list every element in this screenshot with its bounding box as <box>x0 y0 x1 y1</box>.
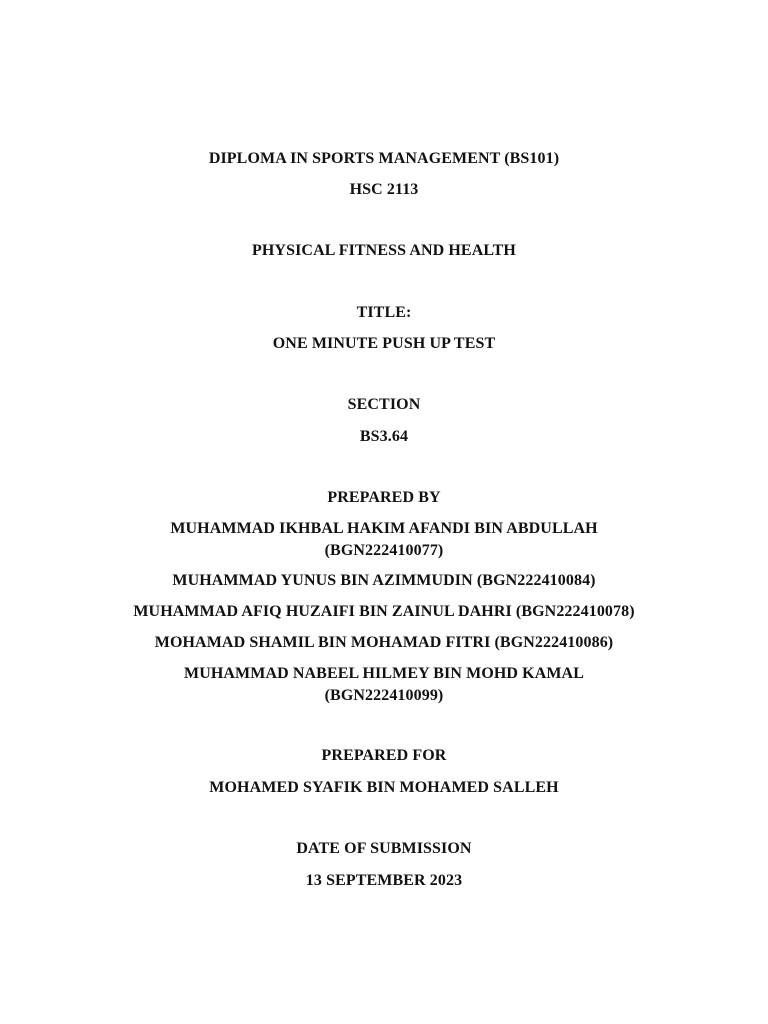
report-title: ONE MINUTE PUSH UP TEST <box>272 335 496 352</box>
prepared-for-label: PREPARED FOR <box>321 747 447 764</box>
member-name-1: MUHAMMAD IKHBAL HAKIM AFANDI BIN ABDULLAH <box>170 520 598 537</box>
section-value: BS3.64 <box>359 428 409 445</box>
member-name-5: MUHAMMAD NABEEL HILMEY BIN MOHD KAMAL <box>184 665 584 682</box>
submission-label: DATE OF SUBMISSION <box>296 840 472 857</box>
prepared-by-label: PREPARED BY <box>327 489 441 506</box>
member-id-5: (BGN222410099) <box>324 687 444 704</box>
member-line-2: MUHAMMAD YUNUS BIN AZIMMUDIN (BGN222410084) <box>172 572 596 589</box>
lecturer-name: MOHAMED SYAFIK BIN MOHAMED SALLEH <box>209 779 559 796</box>
member-id-1: (BGN222410077) <box>324 542 444 559</box>
member-line-3: MUHAMMAD AFIQ HUZAIFI BIN ZAINUL DAHRI (BGN222410078) <box>133 603 635 620</box>
subject-title: PHYSICAL FITNESS AND HEALTH <box>252 242 516 259</box>
course-code: HSC 2113 <box>349 181 419 198</box>
title-label: TITLE: <box>356 304 412 321</box>
submission-date: 13 SEPTEMBER 2023 <box>305 872 463 889</box>
programme-heading: DIPLOMA IN SPORTS MANAGEMENT (BS101) <box>208 150 560 167</box>
section-label: SECTION <box>347 396 421 413</box>
member-line-4: MOHAMAD SHAMIL BIN MOHAMAD FITRI (BGN222410086) <box>154 634 614 651</box>
